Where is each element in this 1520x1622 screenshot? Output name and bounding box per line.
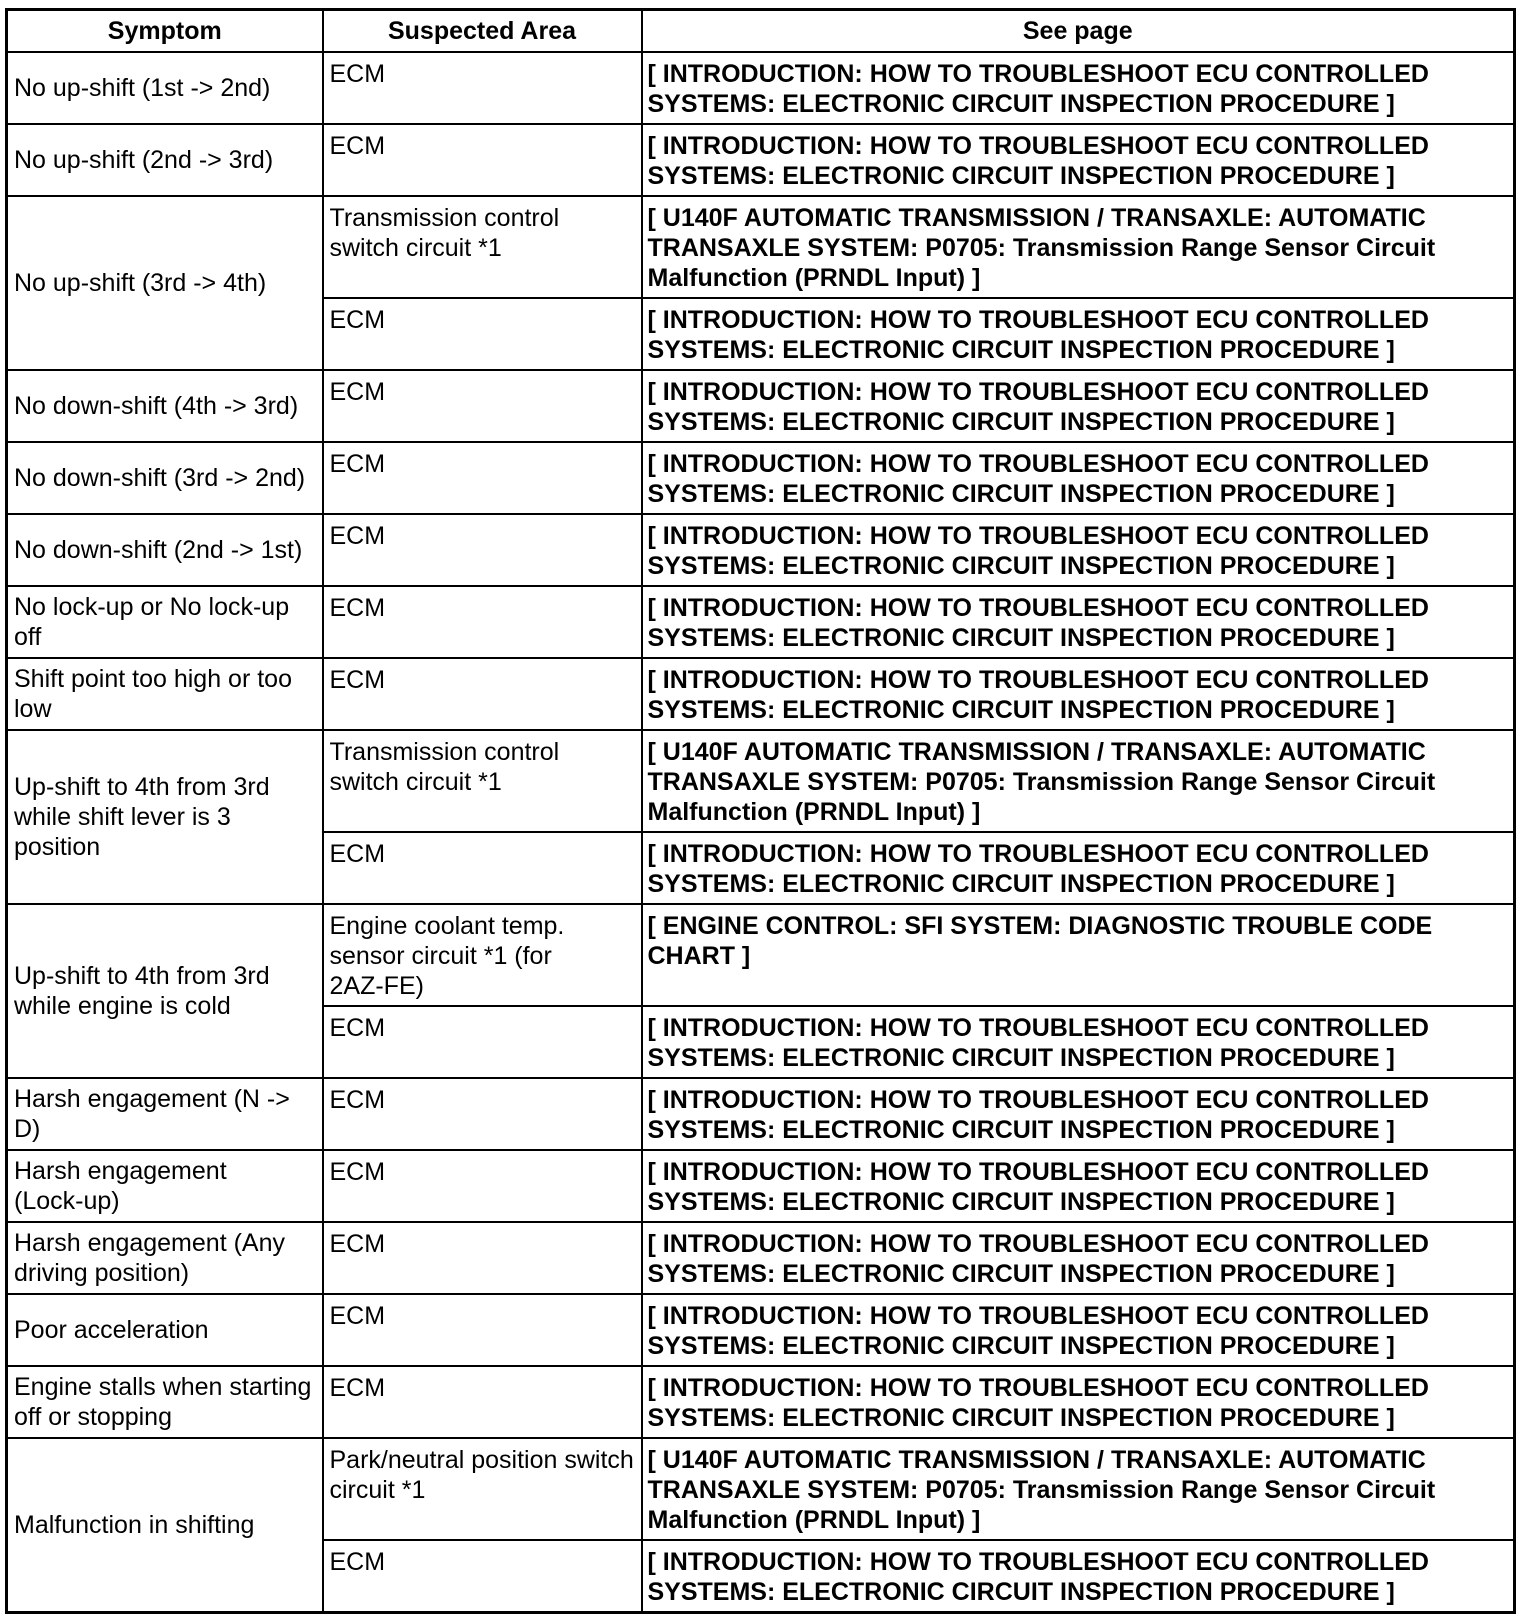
suspected-area-cell: ECM: [323, 514, 642, 586]
see-page-cell: [ INTRODUCTION: HOW TO TROUBLESHOOT ECU CONTROLLED SYSTEMS: ELECTRONIC CIRCUIT INSPECTION PROCEDURE ]: [642, 442, 1515, 514]
see-page-cell: [ INTRODUCTION: HOW TO TROUBLESHOOT ECU CONTROLLED SYSTEMS: ELECTRONIC CIRCUIT INSPECTION PROCEDURE ]: [642, 1222, 1515, 1294]
suspected-area-cell: Engine coolant temp. sensor circuit *1 (for 2AZ-FE): [323, 904, 642, 1006]
table-row: [7, 514, 1515, 586]
symptom-cell: No down-shift (3rd -> 2nd): [7, 442, 323, 514]
table-row: [7, 1294, 1515, 1366]
see-page-cell: [ INTRODUCTION: HOW TO TROUBLESHOOT ECU CONTROLLED SYSTEMS: ELECTRONIC CIRCUIT INSPECTION PROCEDURE ]: [642, 1078, 1515, 1150]
see-page-cell: [ INTRODUCTION: HOW TO TROUBLESHOOT ECU CONTROLLED SYSTEMS: ELECTRONIC CIRCUIT INSPECTION PROCEDURE ]: [642, 1150, 1515, 1222]
suspected-area-cell: ECM: [323, 1222, 642, 1294]
suspected-area-cell: ECM: [323, 1294, 642, 1366]
see-page-cell: [ U140F AUTOMATIC TRANSMISSION / TRANSAXLE: AUTOMATIC TRANSAXLE SYSTEM: P0705: Transmission Range Sensor Circuit Malfunction (PRNDL Input) ]: [642, 730, 1515, 832]
suspected-area-cell: ECM: [323, 586, 642, 658]
suspected-area-cell: ECM: [323, 658, 642, 730]
suspected-area-cell: ECM: [323, 298, 642, 370]
symptom-cell: Up-shift to 4th from 3rd while shift lever is 3 position: [7, 730, 323, 904]
see-page-cell: [ INTRODUCTION: HOW TO TROUBLESHOOT ECU CONTROLLED SYSTEMS: ELECTRONIC CIRCUIT INSPECTION PROCEDURE ]: [642, 298, 1515, 370]
table-row: [7, 1078, 1515, 1150]
see-page-cell: [ INTRODUCTION: HOW TO TROUBLESHOOT ECU CONTROLLED SYSTEMS: ELECTRONIC CIRCUIT INSPECTION PROCEDURE ]: [642, 832, 1515, 904]
suspected-area-cell: ECM: [323, 124, 642, 196]
suspected-area-cell: ECM: [323, 370, 642, 442]
symptom-cell: Shift point too high or too low: [7, 658, 323, 730]
symptom-cell: Up-shift to 4th from 3rd while engine is cold: [7, 904, 323, 1078]
table-row: [7, 196, 1515, 298]
see-page-cell: [ ENGINE CONTROL: SFI SYSTEM: DIAGNOSTIC TROUBLE CODE CHART ]: [642, 904, 1515, 1006]
table-row: [7, 442, 1515, 514]
see-page-cell: [ INTRODUCTION: HOW TO TROUBLESHOOT ECU CONTROLLED SYSTEMS: ELECTRONIC CIRCUIT INSPECTION PROCEDURE ]: [642, 586, 1515, 658]
suspected-area-cell: ECM: [323, 1366, 642, 1438]
symptom-cell: Engine stalls when starting off or stopping: [7, 1366, 323, 1438]
see-page-cell: [ INTRODUCTION: HOW TO TROUBLESHOOT ECU CONTROLLED SYSTEMS: ELECTRONIC CIRCUIT INSPECTION PROCEDURE ]: [642, 1006, 1515, 1078]
table-row: [7, 124, 1515, 196]
see-page-cell: [ INTRODUCTION: HOW TO TROUBLESHOOT ECU CONTROLLED SYSTEMS: ELECTRONIC CIRCUIT INSPECTION PROCEDURE ]: [642, 52, 1515, 124]
table-row: [7, 904, 1515, 1006]
table-row: [7, 586, 1515, 658]
see-page-cell: [ INTRODUCTION: HOW TO TROUBLESHOOT ECU CONTROLLED SYSTEMS: ELECTRONIC CIRCUIT INSPECTION PROCEDURE ]: [642, 658, 1515, 730]
see-page-cell: [ U140F AUTOMATIC TRANSMISSION / TRANSAXLE: AUTOMATIC TRANSAXLE SYSTEM: P0705: Transmission Range Sensor Circuit Malfunction (PRNDL Input) ]: [642, 196, 1515, 298]
suspected-area-cell: Park/neutral position switch circuit *1: [323, 1438, 642, 1540]
see-page-cell: [ INTRODUCTION: HOW TO TROUBLESHOOT ECU CONTROLLED SYSTEMS: ELECTRONIC CIRCUIT INSPECTION PROCEDURE ]: [642, 124, 1515, 196]
suspected-area-cell: Transmission control switch circuit *1: [323, 196, 642, 298]
suspected-area-cell: ECM: [323, 52, 642, 124]
see-page-cell: [ U140F AUTOMATIC TRANSMISSION / TRANSAXLE: AUTOMATIC TRANSAXLE SYSTEM: P0705: Transmission Range Sensor Circuit Malfunction (PRNDL Input) ]: [642, 1438, 1515, 1540]
see-page-cell: [ INTRODUCTION: HOW TO TROUBLESHOOT ECU CONTROLLED SYSTEMS: ELECTRONIC CIRCUIT INSPECTION PROCEDURE ]: [642, 514, 1515, 586]
table-row: [7, 730, 1515, 832]
suspected-area-cell: ECM: [323, 1006, 642, 1078]
see-page-cell: [ INTRODUCTION: HOW TO TROUBLESHOOT ECU CONTROLLED SYSTEMS: ELECTRONIC CIRCUIT INSPECTION PROCEDURE ]: [642, 1294, 1515, 1366]
table-row: [7, 52, 1515, 124]
symptom-cell: Malfunction in shifting: [7, 1438, 323, 1612]
symptom-cell: Harsh engagement (Any driving position): [7, 1222, 323, 1294]
table-row: [7, 658, 1515, 730]
table-row: [7, 1438, 1515, 1540]
symptom-cell: No lock-up or No lock-up off: [7, 586, 323, 658]
symptom-cell: No up-shift (2nd -> 3rd): [7, 124, 323, 196]
suspected-area-cell: Transmission control switch circuit *1: [323, 730, 642, 832]
table-row: [7, 1222, 1515, 1294]
suspected-area-cell: ECM: [323, 1540, 642, 1612]
table-row: [7, 1150, 1515, 1222]
suspected-area-cell: ECM: [323, 1078, 642, 1150]
symptom-cell: Poor acceleration: [7, 1294, 323, 1366]
table-header-row: [7, 10, 1515, 53]
symptom-cell: No down-shift (2nd -> 1st): [7, 514, 323, 586]
header-see-page: See page: [642, 10, 1515, 53]
suspected-area-cell: ECM: [323, 832, 642, 904]
symptom-cell: No down-shift (4th -> 3rd): [7, 370, 323, 442]
see-page-cell: [ INTRODUCTION: HOW TO TROUBLESHOOT ECU CONTROLLED SYSTEMS: ELECTRONIC CIRCUIT INSPECTION PROCEDURE ]: [642, 1540, 1515, 1612]
symptom-cell: Harsh engagement (N -> D): [7, 1078, 323, 1150]
suspected-area-cell: ECM: [323, 1150, 642, 1222]
symptom-cell: No up-shift (3rd -> 4th): [7, 196, 323, 370]
symptom-table: [5, 8, 1516, 1614]
suspected-area-cell: ECM: [323, 442, 642, 514]
header-symptom: Symptom: [7, 10, 323, 53]
table-row: [7, 370, 1515, 442]
table-row: [7, 1366, 1515, 1438]
symptom-cell: No up-shift (1st -> 2nd): [7, 52, 323, 124]
header-suspected-area: Suspected Area: [323, 10, 642, 53]
see-page-cell: [ INTRODUCTION: HOW TO TROUBLESHOOT ECU CONTROLLED SYSTEMS: ELECTRONIC CIRCUIT INSPECTION PROCEDURE ]: [642, 370, 1515, 442]
see-page-cell: [ INTRODUCTION: HOW TO TROUBLESHOOT ECU CONTROLLED SYSTEMS: ELECTRONIC CIRCUIT INSPECTION PROCEDURE ]: [642, 1366, 1515, 1438]
symptom-cell: Harsh engagement (Lock-up): [7, 1150, 323, 1222]
